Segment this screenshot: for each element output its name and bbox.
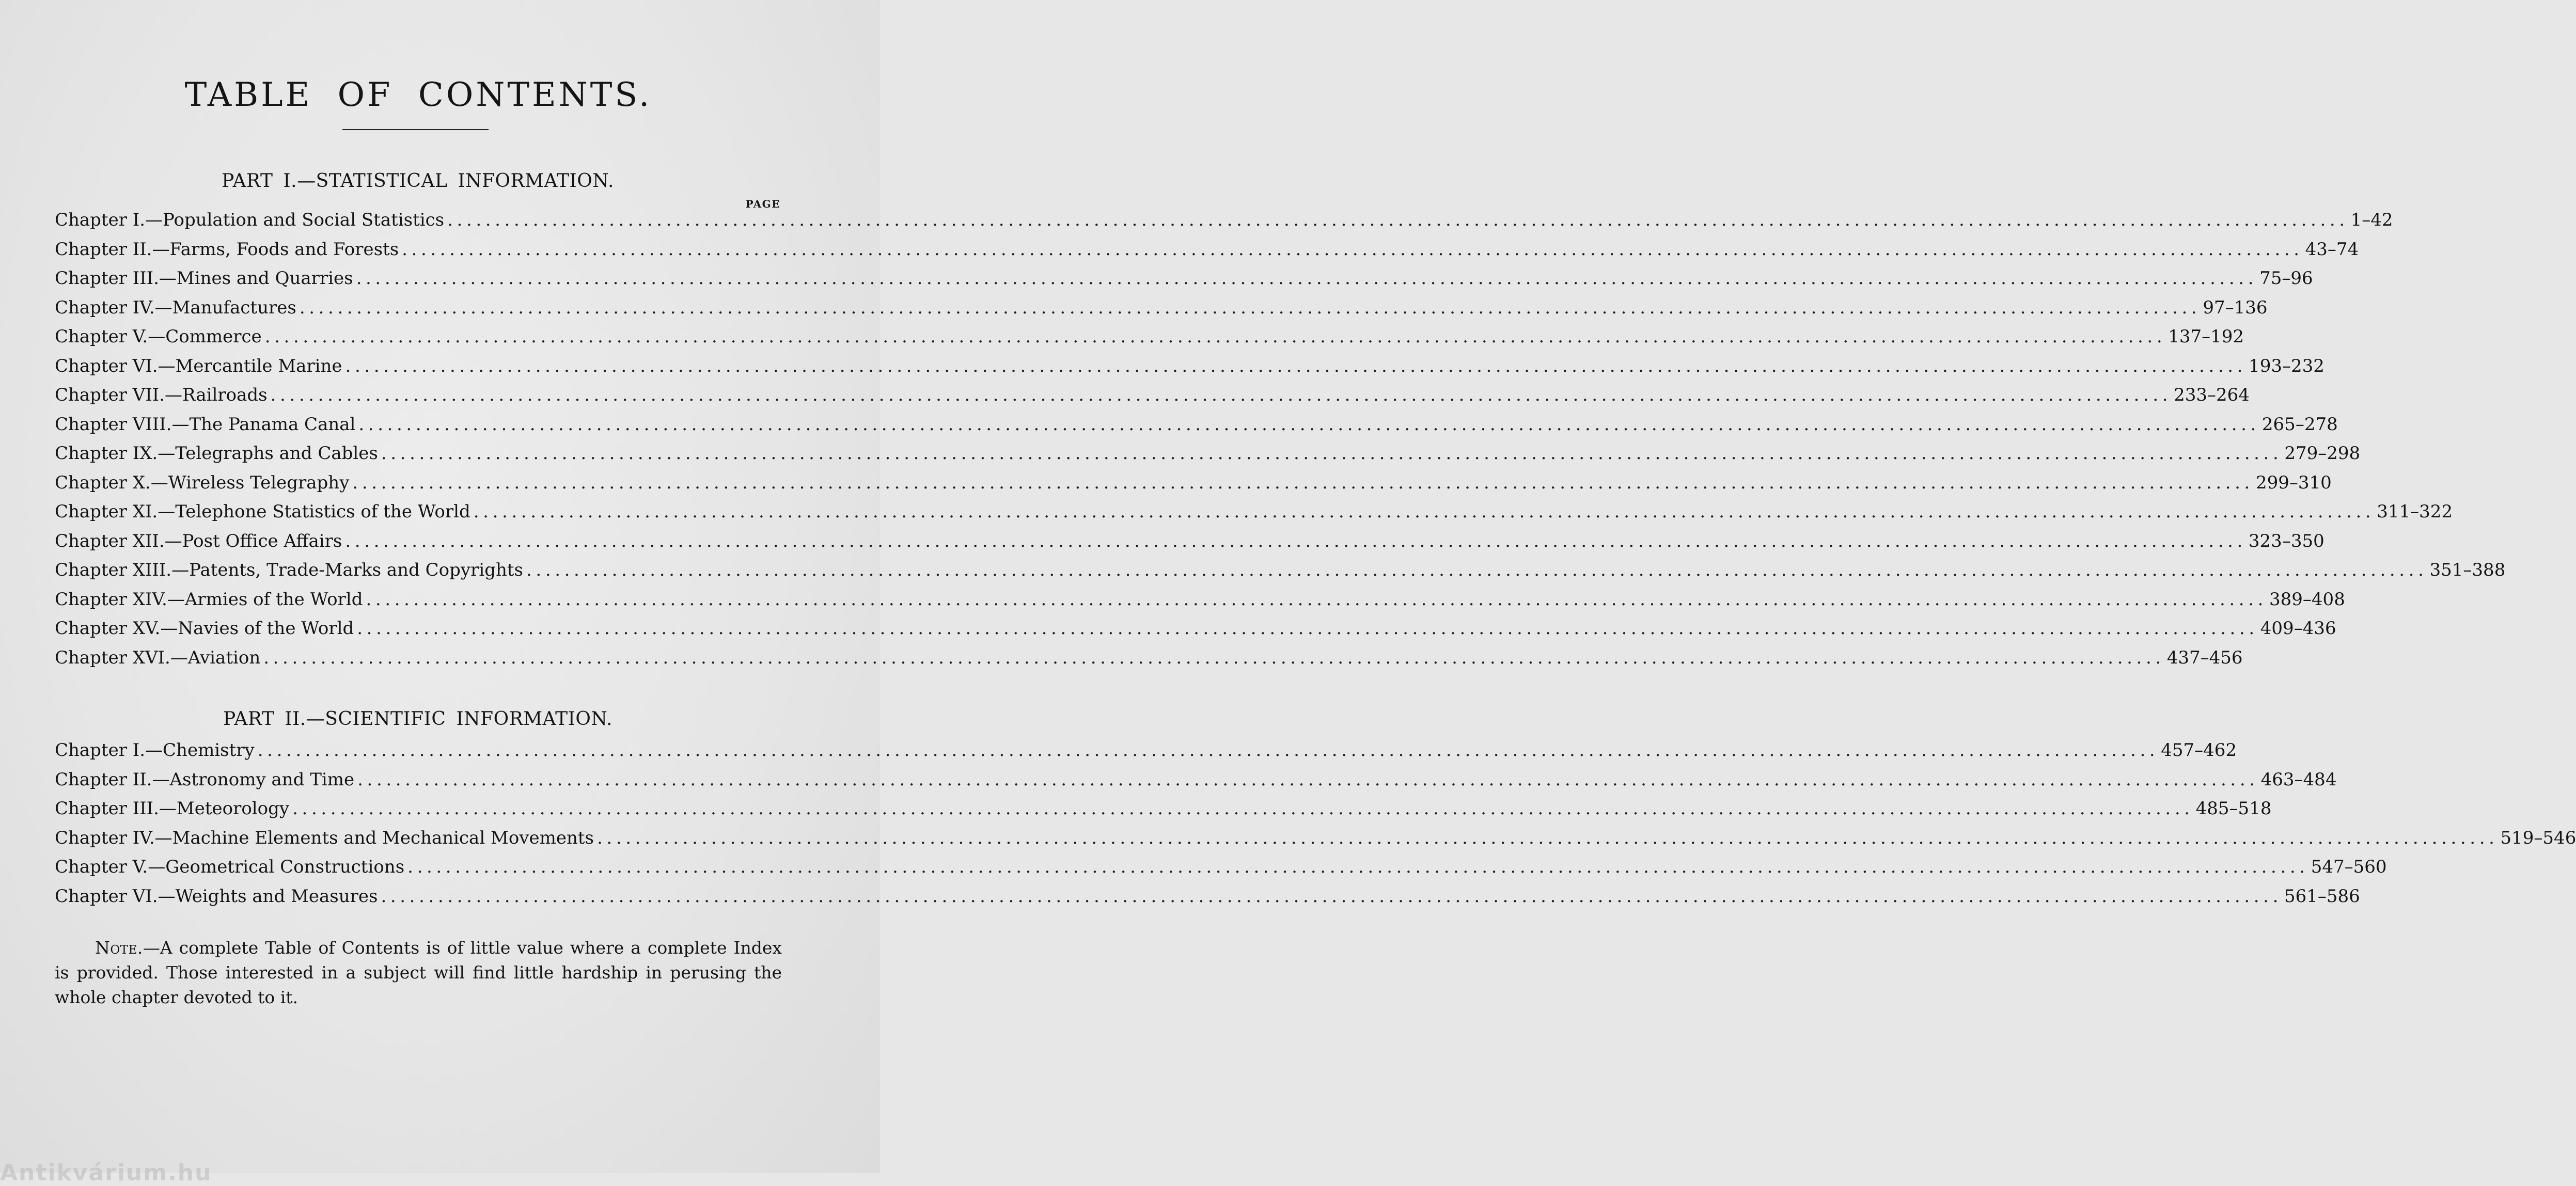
list-item [55, 857, 2387, 886]
chapter-title: Chapter XII.—Post Office Affairs [55, 530, 342, 551]
list-item [55, 326, 2244, 356]
dot-leader: ........................................................................................................................................................................................................ [473, 501, 2375, 522]
chapter-title: Chapter XI.—Telephone Statistics of the World [55, 501, 470, 522]
list-item [55, 885, 2360, 915]
dot-leader: ........................................................................................................................................................................................................ [345, 530, 2247, 551]
list-item [55, 589, 2345, 619]
note-label: Note. [95, 938, 143, 958]
chapter-title: Chapter VI.—Mercantile Marine [55, 355, 342, 376]
page-range: 457–462 [2161, 740, 2237, 761]
page-range: 299–310 [2255, 472, 2332, 493]
part2-heading: PART II.—SCIENTIFIC INFORMATION. [223, 708, 612, 730]
list-item [55, 798, 2272, 828]
part2-chapter-list [55, 740, 2576, 915]
chapter-title: Chapter VII.—Railroads [55, 385, 268, 405]
list-item [55, 740, 2237, 769]
page-range: 323–350 [2248, 530, 2324, 551]
page-range: 279–298 [2284, 443, 2361, 464]
chapter-title: Chapter I.—Population and Social Statistics [55, 210, 445, 230]
page-range: 561–586 [2284, 885, 2360, 907]
page-range: 233–264 [2174, 385, 2250, 405]
dot-leader: ........................................................................................................................................................................................................ [352, 472, 2254, 493]
dot-leader: ........................................................................................................................................................................................................ [345, 355, 2247, 376]
chapter-title: Chapter VI.—Weights and Measures [55, 885, 378, 907]
page-title: TABLE OF CONTENTS. [184, 75, 652, 114]
dot-leader: ........................................................................................................................................................................................................ [299, 297, 2201, 318]
list-item [55, 414, 2338, 444]
list-item [55, 560, 2506, 589]
list-item [55, 618, 2336, 647]
chapter-title: Chapter IV.—Manufactures [55, 297, 296, 318]
chapter-title: Chapter III.—Meteorology [55, 798, 290, 819]
chapter-title: Chapter XV.—Navies of the World [55, 618, 354, 639]
chapter-title: Chapter V.—Commerce [55, 326, 262, 347]
dot-leader: ........................................................................................................................................................................................................ [270, 385, 2172, 405]
note-paragraph [55, 936, 782, 1010]
page-range: 265–278 [2261, 414, 2338, 435]
list-item [55, 443, 2361, 472]
list-item [55, 385, 2250, 414]
page-range: 409–436 [2260, 618, 2336, 639]
page-range: 547–560 [2311, 857, 2387, 877]
list-item [55, 827, 2576, 857]
dot-leader: ........................................................................................................................................................................................................ [292, 798, 2194, 819]
page-range: 193–232 [2249, 355, 2324, 376]
page-range: 97–136 [2203, 297, 2268, 318]
list-item [55, 210, 2393, 239]
page-range: 485–518 [2195, 798, 2272, 819]
chapter-title: Chapter IX.—Telegraphs and Cables [55, 443, 378, 464]
list-item [55, 472, 2332, 502]
chapter-title: Chapter XIII.—Patents, Trade-Marks and Copyrights [55, 560, 523, 580]
dot-leader: ........................................................................................................................................................................................................ [447, 210, 2349, 230]
part1-heading: PART I.—STATISTICAL INFORMATION. [222, 170, 614, 192]
dot-leader: ........................................................................................................................................................................................................ [263, 647, 2165, 668]
dot-leader: ........................................................................................................................................................................................................ [366, 589, 2268, 610]
chapter-title: Chapter IV.—Machine Elements and Mechanical Movements [55, 827, 594, 848]
page-range: 437–456 [2166, 647, 2243, 668]
list-item [55, 501, 2453, 531]
dot-leader: ........................................................................................................................................................................................................ [381, 443, 2283, 464]
dot-leader: ........................................................................................................................................................................................................ [358, 414, 2260, 435]
dot-leader: ........................................................................................................................................................................................................ [402, 239, 2303, 260]
chapter-title: Chapter I.—Chemistry [55, 740, 255, 761]
dot-leader: ........................................................................................................................................................................................................ [356, 268, 2258, 289]
part1-chapter-list [55, 210, 2506, 676]
dot-leader: ........................................................................................................................................................................................................ [381, 885, 2282, 907]
list-item [55, 647, 2243, 677]
page-range: 389–408 [2269, 589, 2345, 610]
chapter-title: Chapter XVI.—Aviation [55, 647, 261, 668]
list-item [55, 530, 2324, 560]
title-divider [342, 129, 489, 130]
page-column-label: PAGE [745, 198, 780, 210]
chapter-title: Chapter II.—Farms, Foods and Forests [55, 239, 399, 260]
page-range: 351–388 [2429, 560, 2506, 580]
chapter-title: Chapter VIII.—The Panama Canal [55, 414, 356, 435]
list-item [55, 769, 2337, 799]
page-range: 43–74 [2305, 239, 2359, 260]
dot-leader: ........................................................................................................................................................................................................ [264, 326, 2166, 347]
page-range: 75–96 [2259, 268, 2313, 289]
dot-leader: ........................................................................................................................................................................................................ [597, 827, 2499, 848]
dot-leader: ........................................................................................................................................................................................................ [407, 857, 2309, 877]
dot-leader: ........................................................................................................................................................................................................ [526, 560, 2428, 580]
chapter-title: Chapter X.—Wireless Telegraphy [55, 472, 350, 493]
page-range: 463–484 [2260, 769, 2337, 790]
list-item [55, 239, 2359, 268]
page-range: 137–192 [2168, 326, 2244, 347]
page-range: 311–322 [2377, 501, 2453, 522]
chapter-title: Chapter III.—Mines and Quarries [55, 268, 353, 289]
page-range: 1–42 [2350, 210, 2393, 230]
list-item [55, 297, 2268, 327]
dot-leader: ........................................................................................................................................................................................................ [357, 769, 2259, 790]
list-item [55, 355, 2324, 385]
chapter-title: Chapter II.—Astronomy and Time [55, 769, 355, 790]
dot-leader: ........................................................................................................................................................................................................ [357, 618, 2258, 639]
watermark: Antikvárium.hu [0, 1160, 212, 1186]
note-text: —A complete Table of Contents is of little value where a complete Index is provided. Those interested in a subject will find little hardship in perusing the whole chapter devoted to it. [55, 938, 782, 1007]
chapter-title: Chapter XIV.—Armies of the World [55, 589, 363, 610]
list-item [55, 268, 2313, 297]
dot-leader: ........................................................................................................................................................................................................ [257, 740, 2159, 761]
page-range: 519–546 [2500, 827, 2576, 848]
chapter-title: Chapter V.—Geometrical Constructions [55, 857, 405, 877]
